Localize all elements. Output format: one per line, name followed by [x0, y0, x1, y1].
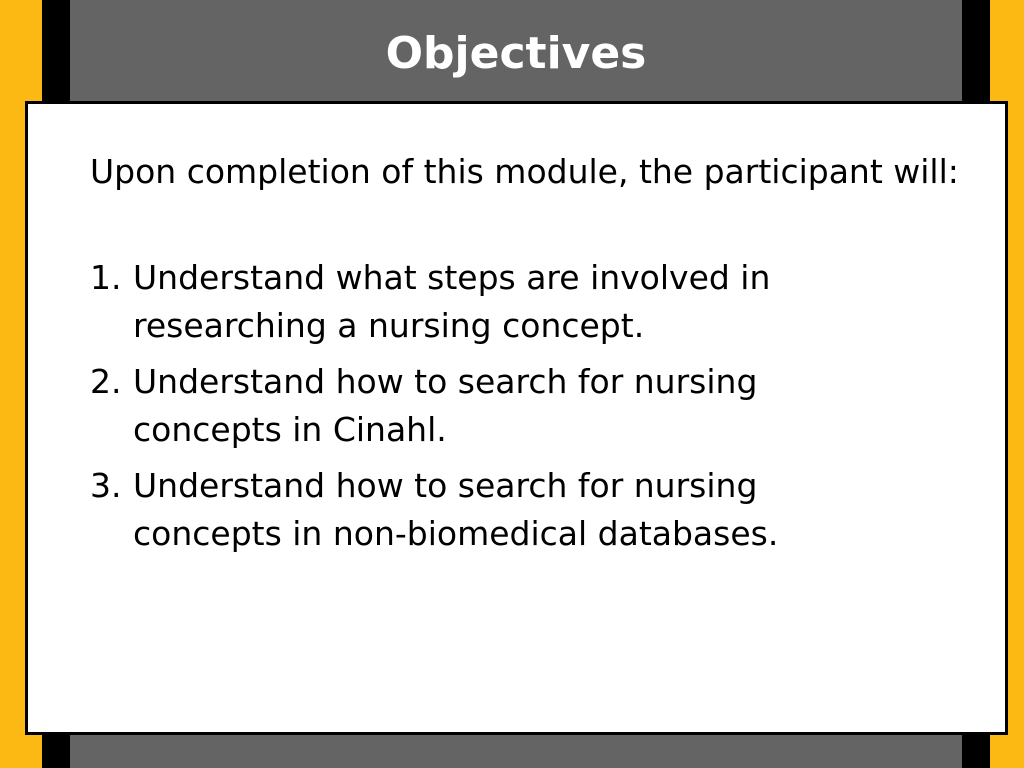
objective-number: 2. — [90, 362, 122, 401]
objective-item — [90, 462, 970, 558]
slide-title: Objectives — [385, 28, 647, 79]
objective-text: Understand how to search for nursing concepts in Cinahl. — [133, 362, 758, 449]
objective-item — [90, 358, 970, 454]
objective-number: 3. — [90, 466, 122, 505]
content-panel — [25, 101, 1008, 735]
intro-text: Upon completion of this module, the participant will: — [90, 152, 959, 191]
slide-body — [90, 148, 970, 566]
objective-text: Understand how to search for nursing concepts in non-biomedical databases. — [133, 466, 779, 553]
objective-item — [90, 254, 970, 350]
objective-number: 1. — [90, 258, 122, 297]
objectives-list — [90, 254, 970, 558]
objective-text: Understand what steps are involved in researching a nursing concept. — [133, 258, 771, 345]
